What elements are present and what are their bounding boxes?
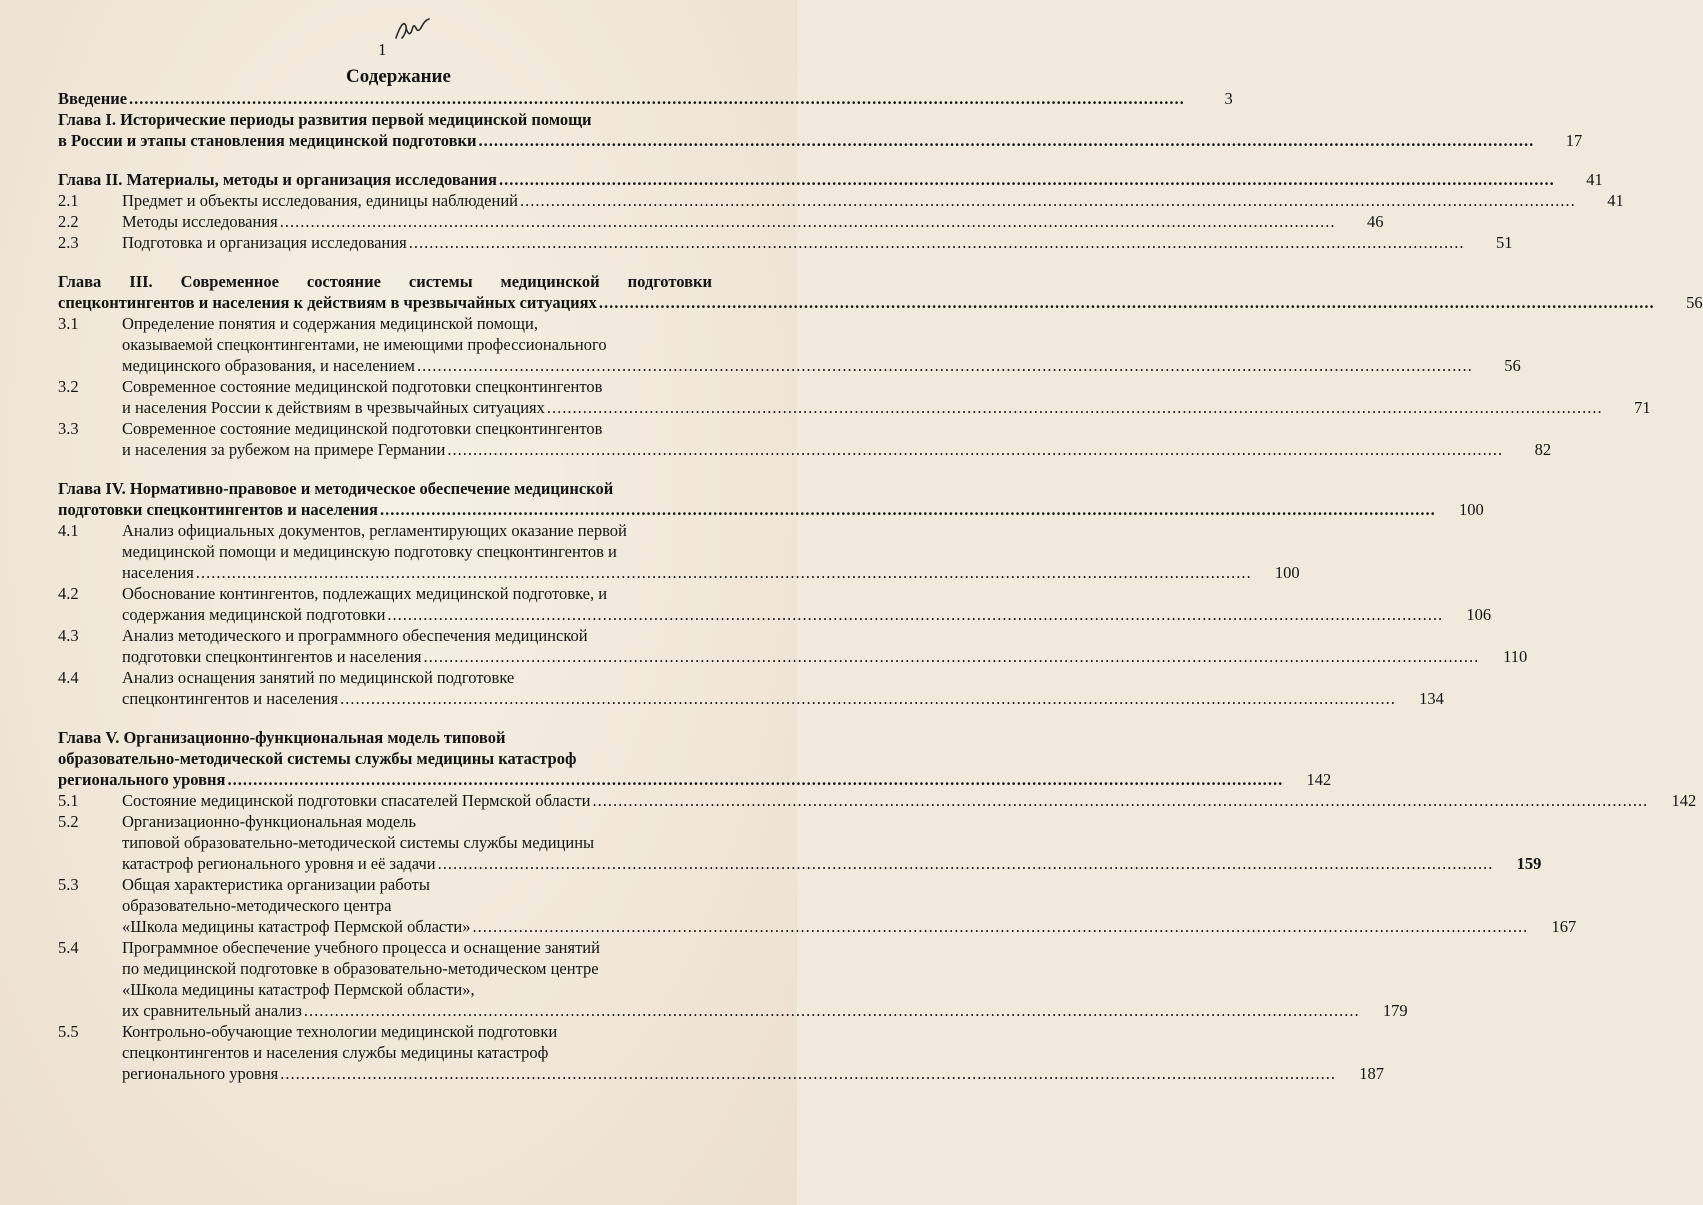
toc-page-number: 41 (1586, 170, 1603, 189)
toc-page-number: 3 (1224, 89, 1233, 108)
toc-entry-label: и населения России к действиям в чрезвычайных ситуациях (122, 398, 545, 417)
toc-entry-label: в России и этапы становления медицинской подготовки (58, 131, 477, 150)
toc-section-4-4 (58, 667, 1444, 709)
toc-page-number: 159 (1516, 854, 1542, 873)
toc-entry-label: Обоснование контингентов, подлежащих медицинской подготовке, и (122, 584, 608, 603)
toc-entry-label: спецконтингентов и населения (122, 689, 339, 708)
table-of-contents (58, 88, 1703, 1084)
toc-entry-label: образовательно-методического центра (122, 896, 392, 915)
toc-entry-label: медицинского образования, и населением (122, 356, 415, 375)
toc-entry-label: содержания медицинской подготовки (122, 605, 386, 624)
toc-section-number: 4.2 (58, 584, 79, 603)
toc-page-number: 106 (1466, 605, 1492, 624)
toc-section-number: 5.5 (58, 1022, 79, 1041)
toc-page-number: 17 (1565, 131, 1583, 150)
toc-page-number: 142 (1671, 791, 1697, 810)
toc-entry-label: Программное обеспечение учебного процесса и оснащение занятий (122, 938, 600, 957)
toc-section-number: 4.4 (58, 668, 79, 687)
toc-entry-label: населения (122, 563, 194, 582)
toc-entry-label: регионального уровня (58, 770, 226, 789)
toc-section-number: 2.3 (58, 233, 79, 252)
toc-entry-label: по медицинской подготовке в образовательно-методическом центре (122, 959, 599, 978)
toc-entry-label: Глава V. Организационно-функциональная модель типовой (58, 728, 506, 747)
toc-section-5-1 (58, 790, 1697, 811)
toc-page-number: 110 (1503, 647, 1528, 666)
toc-section-number: 4.1 (58, 521, 79, 540)
toc-page-number: 51 (1496, 233, 1513, 252)
toc-entry-label: образовательно-методической системы службы медицины катастроф (58, 749, 577, 768)
toc-page-number: 142 (1306, 770, 1332, 789)
toc-section-5-5 (58, 1021, 1385, 1084)
toc-page-number: 187 (1359, 1064, 1385, 1083)
toc-page-number: 100 (1274, 563, 1300, 582)
toc-page-number: 56 (1504, 356, 1521, 375)
toc-entry-label: Организационно-функциональная модель (122, 812, 416, 831)
toc-entry-label: медицинской помощи и медицинскую подготовку спецконтингентов и (122, 542, 617, 561)
toc-section-number: 2.2 (58, 212, 79, 231)
toc-entry-label: катастроф регионального уровня и её задачи (122, 854, 436, 873)
toc-section-number: 3.3 (58, 419, 79, 438)
toc-section-number: 5.3 (58, 875, 79, 894)
toc-entry-label: Современное состояние медицинской подготовки спецконтингентов (122, 419, 603, 438)
toc-page-number: 41 (1607, 191, 1624, 210)
toc-entry-label: Определение понятия и содержания медицинской помощи, (122, 314, 538, 333)
toc-section-4-1 (58, 520, 1300, 583)
toc-chapter-3 (58, 271, 1703, 313)
toc-section-2-1 (58, 190, 1624, 211)
toc-chapter-2 (58, 169, 1603, 190)
toc-entry-label: Современное состояние медицинской подготовки спецконтингентов (122, 377, 603, 396)
toc-section-number: 2.1 (58, 191, 79, 210)
toc-page-number: 179 (1382, 1001, 1408, 1020)
toc-page-number: 167 (1551, 917, 1577, 936)
toc-entry-label: спецконтингентов и населения к действиям в чрезвычайных ситуациях (58, 293, 597, 312)
page-header (370, 14, 440, 64)
toc-entry-label: «Школа медицины катастроф Пермской области», (122, 980, 475, 999)
toc-entry-label: спецконтингентов и населения службы медицины катастроф (122, 1043, 549, 1062)
toc-section-3-3 (58, 418, 1552, 460)
toc-entry-label: Введение (58, 89, 128, 108)
toc-entry-label: Подготовка и организация исследования (122, 233, 407, 252)
toc-entry-label: Глава II. Материалы, методы и организация исследования (58, 170, 497, 189)
toc-page-number: 56 (1686, 293, 1703, 312)
toc-entry-label: Глава III. Современное состояние системы медицинской подготовки (58, 272, 712, 291)
toc-entry-label: подготовки спецконтингентов и населения (58, 500, 378, 519)
toc-entry-label: Методы исследования (122, 212, 278, 231)
toc-chapter-4 (58, 478, 1484, 520)
toc-entry-label: Анализ методического и программного обеспечения медицинской (122, 626, 588, 645)
toc-chapter-1 (58, 109, 1583, 151)
toc-entry-label: Анализ официальных документов, регламентирующих оказание первой (122, 521, 627, 540)
page-title: Содержание (346, 66, 451, 87)
toc-section-3-1 (58, 313, 1521, 376)
toc-section-number: 5.2 (58, 812, 79, 831)
toc-entry-label: и населения за рубежом на примере Германии (122, 440, 446, 459)
toc-page-number: 100 (1458, 500, 1484, 519)
toc-entry-intro (58, 88, 1233, 109)
toc-entry-label: их сравнительный анализ (122, 1001, 302, 1020)
toc-section-5-3 (58, 874, 1577, 937)
page-number: 1 (378, 40, 387, 59)
toc-section-number: 3.1 (58, 314, 79, 333)
toc-section-5-4 (58, 937, 1408, 1021)
toc-section-number: 5.4 (58, 938, 79, 957)
toc-section-4-3 (58, 625, 1528, 667)
toc-entry-label: оказываемой спецконтингентами, не имеющими профессионального (122, 335, 607, 354)
toc-entry-label: регионального уровня (122, 1064, 279, 1083)
toc-chapter-5 (58, 727, 1332, 790)
toc-section-number: 4.3 (58, 626, 79, 645)
toc-entry-label: Глава IV. Нормативно-правовое и методическое обеспечение медицинской (58, 479, 614, 498)
toc-entry-label: Глава I. Исторические периоды развития первой медицинской помощи (58, 110, 592, 129)
toc-entry-label: Анализ оснащения занятий по медицинской подготовке (122, 668, 515, 687)
toc-section-2-2 (58, 211, 1384, 232)
toc-page-number: 71 (1634, 398, 1651, 417)
toc-section-number: 5.1 (58, 791, 79, 810)
toc-entry-label: Предмет и объекты исследования, единицы наблюдений (122, 191, 518, 210)
toc-page-number: 46 (1367, 212, 1384, 231)
toc-section-3-2 (58, 376, 1651, 418)
toc-entry-label: «Школа медицины катастроф Пермской области» (122, 917, 471, 936)
toc-entry-label: Контрольно-обучающие технологии медицинской подготовки (122, 1022, 558, 1041)
handwritten-mark-icon (392, 16, 432, 44)
toc-entry-label: подготовки спецконтингентов и населения (122, 647, 422, 666)
toc-entry-label: Общая характеристика организации работы (122, 875, 430, 894)
toc-section-number: 3.2 (58, 377, 79, 396)
toc-page-number: 134 (1419, 689, 1444, 708)
toc-section-5-2 (58, 811, 1542, 874)
toc-entry-label: Состояние медицинской подготовки спасателей Пермской области (122, 791, 591, 810)
toc-section-4-2 (58, 583, 1492, 625)
toc-entry-label: типовой образовательно-методической системы службы медицины (122, 833, 595, 852)
toc-page-number: 82 (1534, 440, 1552, 459)
toc-section-2-3 (58, 232, 1513, 253)
